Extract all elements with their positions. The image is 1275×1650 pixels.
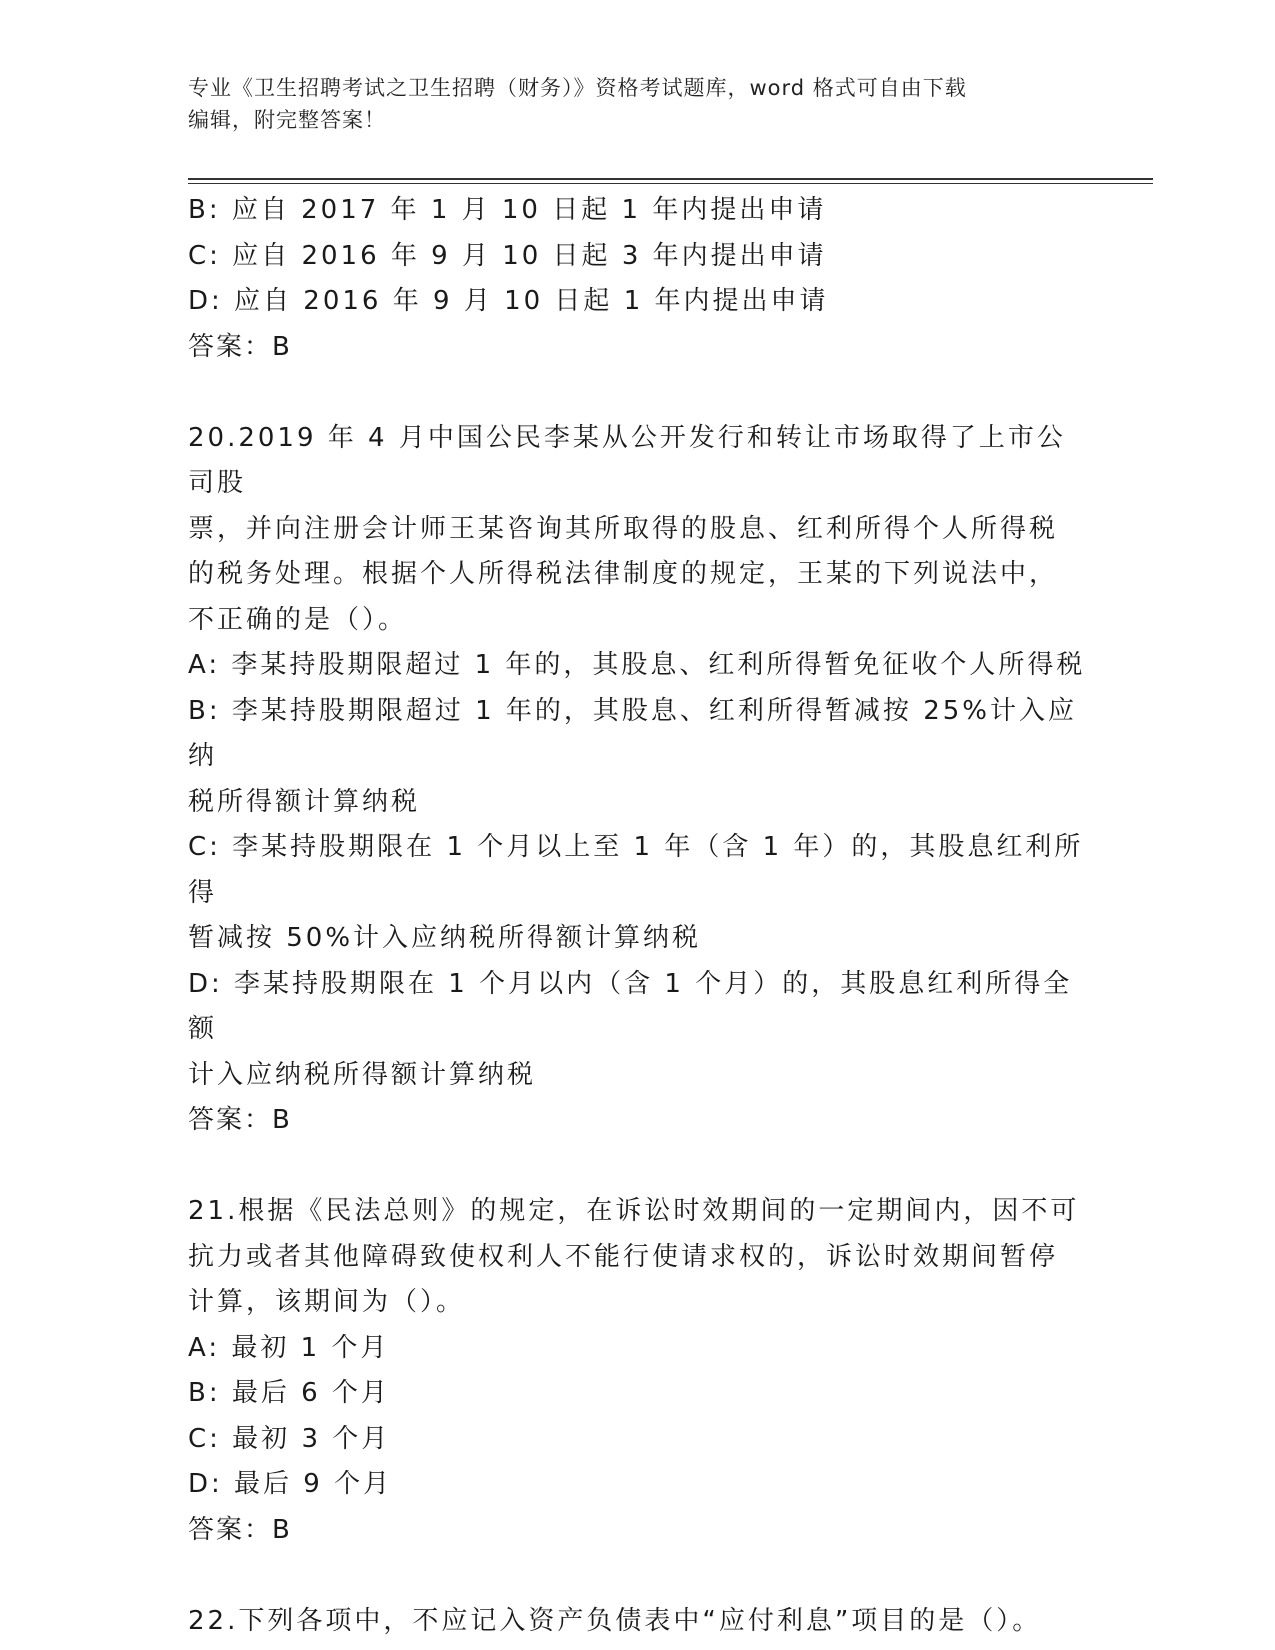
question-stem: 22.下列各项中，不应记入资产负债表中“应付利息”项目的是（）。 (188, 1605, 1042, 1636)
question-stem: 计算，该期间为（）。 (188, 1287, 466, 1317)
spacer (188, 370, 1093, 416)
question-19-tail (188, 188, 1093, 370)
option-b: B: 最后 6 个月 (188, 1378, 390, 1408)
spacer (188, 1553, 1093, 1599)
answer: 答案：B (188, 331, 292, 362)
question-stem: 20.2019 年 4 月中国公民李某从公开发行和转让市场取得了上市公司股 (188, 422, 1066, 498)
option-d: D: 应自 2016 年 9 月 10 日起 1 年内提出申请 (188, 286, 829, 316)
spacer (188, 1144, 1093, 1190)
question-stem: 的税务处理。根据个人所得税法律制度的规定，王某的下列说法中， (188, 559, 1059, 589)
question-stem: 抗力或者其他障碍致使权利人不能行使请求权的，诉讼时效期间暂停 (188, 1241, 1059, 1272)
option-b: B: 应自 2017 年 1 月 10 日起 1 年内提出申请 (188, 195, 827, 225)
option-d: D: 李某持股期限在 1 个月以内（含 1 个月）的，其股息红利所得全额 (188, 968, 1073, 1044)
question-content (188, 188, 1093, 1644)
question-22 (188, 1599, 1093, 1645)
option-d-cont: 计入应纳税所得额计算纳税 (188, 1059, 537, 1090)
header-rule-thin (188, 183, 1153, 184)
option-a: A: 最初 1 个月 (188, 1332, 390, 1363)
option-c: C: 最初 3 个月 (188, 1423, 391, 1454)
header-line-1: 专业《卫生招聘考试之卫生招聘（财务）》资格考试题库，word 格式可自由下载 (188, 76, 967, 100)
document-header (188, 72, 1088, 136)
option-c: C: 李某持股期限在 1 个月以上至 1 年（含 1 年）的，其股息红利所得 (188, 832, 1084, 908)
question-stem: 不正确的是（）。 (188, 604, 408, 635)
header-rule-thick (188, 178, 1153, 180)
question-20 (188, 416, 1093, 1144)
question-stem: 21.根据《民法总则》的规定，在诉讼时效期间的一定期间内，因不可 (188, 1196, 1080, 1226)
option-c: C: 应自 2016 年 9 月 10 日起 3 年内提出申请 (188, 240, 827, 271)
question-21 (188, 1189, 1093, 1553)
question-stem: 票，并向注册会计师王某咨询其所取得的股息、红利所得个人所得税 (188, 513, 1059, 544)
option-a: A: 李某持股期限超过 1 年的，其股息、红利所得暂免征收个人所得税 (188, 650, 1086, 680)
answer: 答案：B (188, 1105, 292, 1135)
option-c-cont: 暂减按 50%计入应纳税所得额计算纳税 (188, 923, 702, 953)
option-d: D: 最后 9 个月 (188, 1469, 393, 1499)
option-b: B: 李某持股期限超过 1 年的，其股息、红利所得暂减按 25%计入应纳 (188, 695, 1077, 771)
answer: 答案：B (188, 1514, 292, 1545)
option-b-cont: 税所得额计算纳税 (188, 786, 421, 817)
header-line-2: 编辑，附完整答案！ (188, 108, 386, 132)
